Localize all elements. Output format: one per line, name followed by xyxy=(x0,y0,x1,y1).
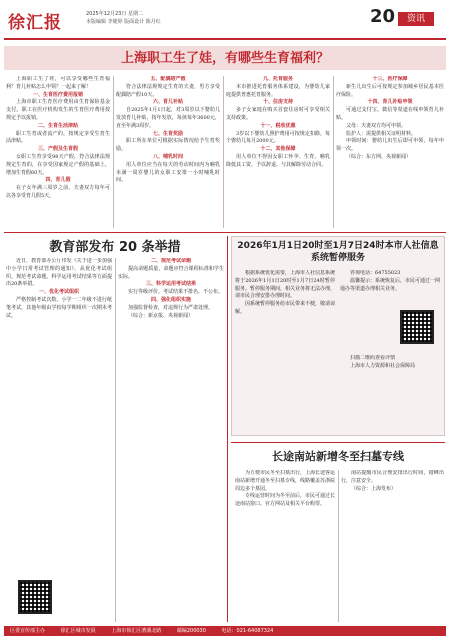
article4-col1-p0: 为方便市民冬至扫墓出行，上海长途客运南站新增开通冬至扫墓专线，线路覆盖苏浙皖周边多个墓园。 xyxy=(235,470,335,492)
article1-col2-p3: 自2025年1月1日起，对3周岁以下婴幼儿发放育儿补贴，按年发放，每孩每年3600元，直至年满3周岁。 xyxy=(116,107,220,129)
column-rule xyxy=(115,258,116,622)
article1-col1-p4: 职工生育或者流产的，按规定享受生育生活津贴。 xyxy=(6,130,110,145)
article1-col4-p4: 父母：夫妻双方均可申领。 xyxy=(346,122,407,129)
article1-col1-p5: 三、产假及生育假 xyxy=(37,146,78,153)
article4-col2 xyxy=(341,470,444,622)
article2-col1-p0: 近日，教育部办公厅印发《关于进一步加强中小学日常考试管理的通知》，从优化考试组织、规范考试命题、科学运用考试结果等方面提出20条举措。 xyxy=(6,258,112,288)
article1-col4-p2: 十四、育儿补贴申领 xyxy=(367,99,413,106)
article4-col1 xyxy=(235,470,335,622)
footer-item: 区委宣传部主办 xyxy=(10,628,46,634)
article1-col3-p6: 十二、其他保障 xyxy=(260,146,296,153)
article1-col2 xyxy=(116,76,220,228)
article1-col3-p7: 用人单位不得因女职工怀孕、生育、哺乳降低其工资、予以辞退、与其解除劳动合同。 xyxy=(226,153,330,168)
article2-title: 教育部发布 20 条举措 xyxy=(49,240,181,255)
article1-col2-p6: 八、哺乳时间 xyxy=(152,153,183,160)
article2-col2-p6: （综合：新京报、央视新闻） xyxy=(128,312,194,319)
article3-col2-p3: 上海市人力资源和社会保障局 xyxy=(350,362,416,369)
article1-col3-p0: 九、托育服务 xyxy=(262,76,293,82)
column-rule xyxy=(223,76,224,228)
article1-col2-p5: 职工所在单位可根据实际情况给予生育奖励。 xyxy=(116,138,220,153)
article3-title: 2026年1月1日20时至1月7日24时本市人社信息系统暂停服务 xyxy=(237,241,439,263)
article1-col1-p0: 上海职工生了娃，可以享受哪些生育福利？育儿补贴怎么申领？一起来了解！ xyxy=(6,76,110,90)
article1-col1 xyxy=(6,76,110,228)
article3-col2-p1: 温馨提示：系统恢复后，市民可通过一网通办等渠道办理相关业务。 xyxy=(340,277,440,292)
article2-col2-p0: 二、规范考试命题 xyxy=(150,258,191,264)
article2-col2 xyxy=(118,258,224,622)
masthead-date: 2025年12月23日 星期二 xyxy=(86,11,144,17)
article3-col1-p0: 根据系统优化需要，上海市人社信息系统将于2026年1月1日20时至1月7日24时暂停服务。暂停服务期间，相关业务将无法办理，请市民合理安排办理时间。 xyxy=(235,270,335,300)
article3-col2-p0: 咨询电话：64755023 xyxy=(350,270,401,276)
qr-code-icon xyxy=(18,580,52,614)
article1-col1-p2: 上海市职工生育医疗费用由生育保险基金支付。职工在医疗机构发生的生育医疗费用按规定予以报销。 xyxy=(6,99,110,121)
article1-col3-p2: 十、住房支持 xyxy=(262,99,293,106)
article4-col2-p0: 南站提醒市民合理安排出行时间，错峰出行，注意安全。 xyxy=(341,470,444,484)
article1-col2-p1: 符合法律法规规定生育的夫妻，男方享受配偶陪产假10天。 xyxy=(116,83,220,98)
article1-title: 上海职工生了娃，有哪些生育福利？ xyxy=(120,51,329,66)
article1-col2-p4: 七、生育奖励 xyxy=(152,130,183,137)
masthead-meta xyxy=(86,10,161,26)
article2-col2-p3: 实行等级评价。考试结果不排名、不公布。 xyxy=(128,289,224,296)
footer-item: 邮编200030 xyxy=(176,628,206,634)
article1-col2-p0: 五、配偶陪产假 xyxy=(150,76,186,82)
article2-col1-p2: 严格控制考试次数。小学一二年级不进行纸笔考试，其他年级由学校每学期组织一次期末考试。 xyxy=(6,296,112,319)
article1-col4-p7: （综合：东方网、央视新闻） xyxy=(346,153,412,160)
article1-col3-p3: 多子女家庭在购买首套住房时可享受相关支持政策。 xyxy=(226,107,330,121)
article4-col2-p1: （综合：上海发布） xyxy=(351,485,397,492)
article3-col1-p1: 因系统暂停服务给市民带来不便，敬请谅解。 xyxy=(235,301,335,315)
article1-col1-p3: 二、生育生活津贴 xyxy=(37,122,78,129)
column-rule xyxy=(227,236,228,622)
article2-col1-p1: 一、优化考试组织 xyxy=(38,289,79,296)
masthead xyxy=(4,2,446,40)
article1-col4 xyxy=(336,76,444,228)
section-divider xyxy=(4,232,446,233)
column-rule xyxy=(113,76,114,228)
column-rule xyxy=(333,76,334,228)
article1-col4-p0: 十三、医疗保障 xyxy=(372,76,408,82)
article1-col4-p5: 监护人：需提供相关证明材料。 xyxy=(346,130,417,137)
masthead-editor: 本版编辑 李婕婷 版面设计 陈月红 xyxy=(86,19,161,25)
article1-col1-p8: 在子女年满三周岁之前，夫妻双方每年可以各享受育儿假5天。 xyxy=(6,185,110,199)
newspaper-logo: 徐汇报 xyxy=(8,13,62,33)
article2-col2-p4: 四、强化组织实施 xyxy=(150,296,191,303)
article1-col4-p6: 申领时间：婴幼儿出生后即可申领，每年申领一次。 xyxy=(336,138,444,153)
article1-col3 xyxy=(226,76,330,228)
section-tag: 资讯 xyxy=(398,12,434,26)
article2-col1 xyxy=(6,258,112,622)
article1-col2-p2: 六、育儿补贴 xyxy=(152,99,183,106)
article1-col4-p1: 新生儿出生后可按规定参加城乡居民基本医疗保险。 xyxy=(336,83,444,98)
footer-item: 上海市徐汇区漕溪北路 xyxy=(111,628,162,634)
qr-code-icon xyxy=(400,310,434,344)
article1-col1-p1: 一、生育医疗费用报销 xyxy=(32,91,83,98)
footer-item: 徐汇区城市发展 xyxy=(60,628,96,634)
article3-col2-p2: 扫描二维码查看详情 xyxy=(350,355,396,361)
section-divider xyxy=(231,442,445,443)
article1-col2-p7: 用人单位应当在每天的劳动时间内为哺乳未满一周岁婴儿的女职工安排一小时哺乳时间。 xyxy=(116,161,220,184)
article4-title: 长途南站新增冬至扫墓专线 xyxy=(272,450,404,463)
article1-col3-p5: 3岁以下婴幼儿照护费用可按规定扣除，每个婴幼儿每月2000元。 xyxy=(226,130,330,145)
article2-col2-p1: 提高命题质量，命题应符合课程标准和学生实际。 xyxy=(118,265,224,280)
article1-col1-p7: 四、育儿假 xyxy=(45,177,71,184)
article1-col3-p4: 十一、税收优惠 xyxy=(260,122,296,129)
article2-col2-p2: 三、科学运用考试结果 xyxy=(145,281,196,288)
article4-col1-p1: 专线运营时间为冬至前后，市民可通过长途南站窗口、官方网站及相关平台购票。 xyxy=(235,493,335,508)
column-rule xyxy=(338,470,339,622)
article1-col3-p1: 本市推进托育服务体系建设，为婴幼儿家庭提供普惠托育服务。 xyxy=(226,83,330,98)
footer-item: 电话：021-64087324 xyxy=(221,628,274,634)
article2-col2-p5: 加强监督检查，对违规行为严肃处理。 xyxy=(128,304,214,311)
article1-col1-p6: 女职工生育享受98天产假，符合法律法规规定生育的，在享受国家规定产假的基础上，增加生育假60天。 xyxy=(6,153,110,176)
page-number: 20 xyxy=(370,6,396,27)
article1-col4-p3: 可通过支付宝、微信等渠道在线申领育儿补贴。 xyxy=(336,107,444,121)
article3-col1 xyxy=(235,270,335,430)
footer-bar xyxy=(4,626,446,636)
article3-credits xyxy=(340,355,440,425)
